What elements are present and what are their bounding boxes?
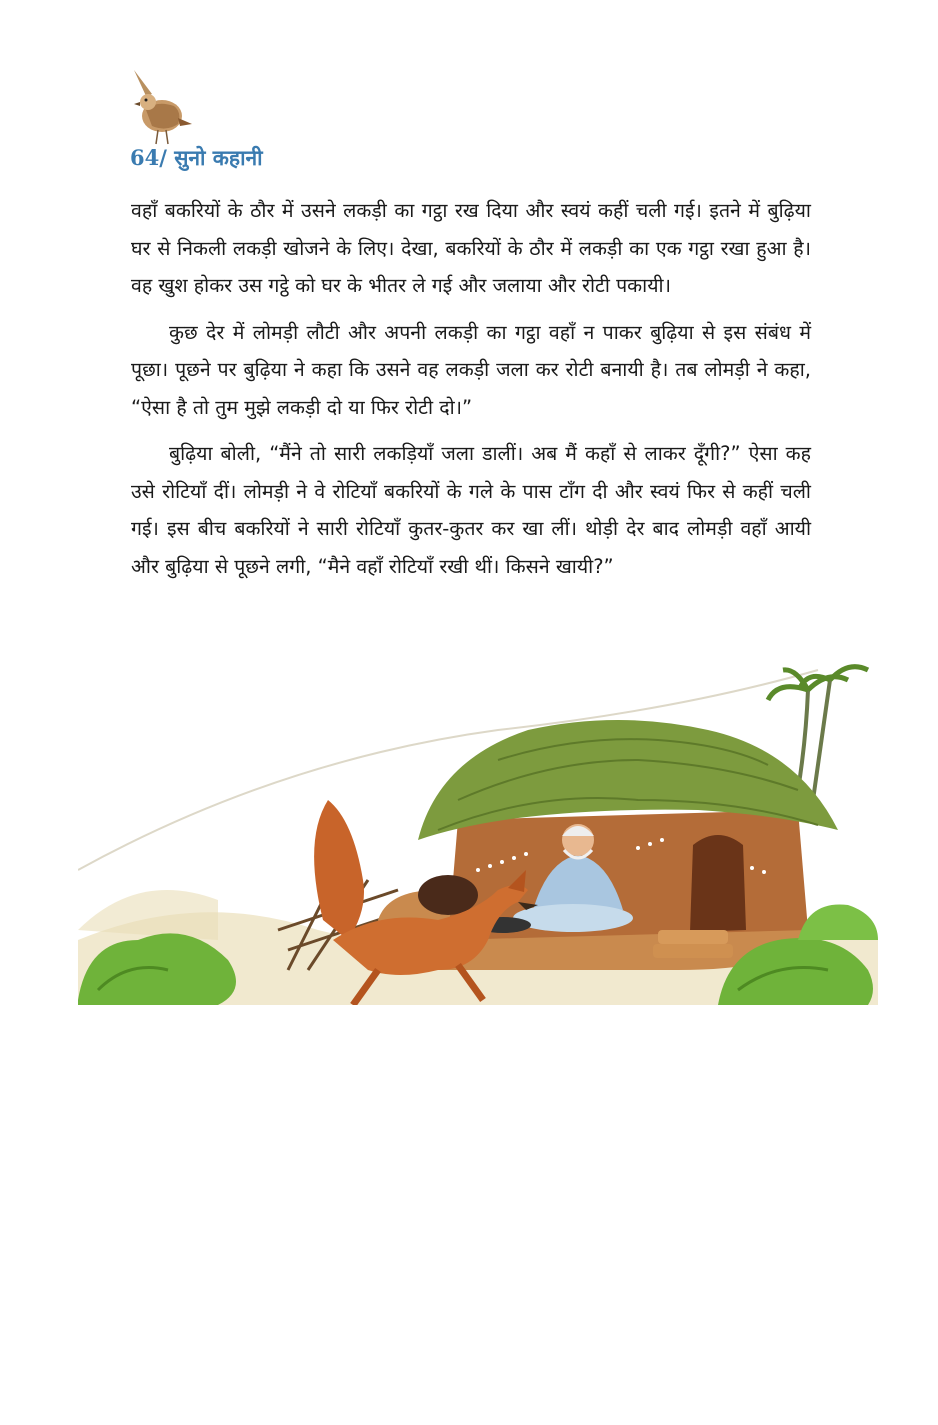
- clay-pot: [418, 875, 478, 915]
- page-header: [126, 66, 426, 176]
- paragraph-1: वहाँ बकरियों के ठौर में उसने लकड़ी का गट्ठा रख दिया और स्वयं कहीं चली गई। इतने में बुढ़िया घर से निकली लकड़ी खोजने के लिए। देखा, बकरियों के ठौर में लकड़ी का एक गट्ठा रखा हुआ है। वह खुश होकर उस गट्ठे को घर के भीतर ले गई और जलाया और रोटी पकायी।: [131, 199, 811, 297]
- hut-steps: [658, 930, 728, 944]
- story-text: [131, 192, 811, 594]
- sparrow-bird-icon: [126, 66, 196, 146]
- paragraph-2: कुछ देर में लोमड़ी लौटी और अपनी लकड़ी का गट्ठा वहाँ न पाकर बुढ़िया से इस संबंध में पूछा। पूछने पर बुढ़िया ने कहा कि उसने वह लकड़ी जला कर रोटी बनायी है। तब लोमड़ी ने कहा, “ऐसा है तो तुम मुझे लकड़ी दो या फिर रोटी दो।”: [131, 320, 811, 419]
- story-illustration: [78, 640, 878, 1005]
- paragraph-3: बुढ़िया बोली, “मैंने तो सारी लकड़ियाँ जला डालीं। अब मैं कहाँ से लाकर दूँगी?” ऐसा कह उसे रोटियाँ दीं। लोमड़ी ने वे रोटियाँ बकरियों के गले के पास टाँग दी और स्वयं फिर से कहीं चली गई। इस बीच बकरियों ने सारी रोटियाँ कुतर-कुतर कर खा लीं। थोड़ी देर बाद लोमड़ी वहाँ आयी और बुढ़िया से पूछने लगी, “मैने वहाँ रोटियाँ रखी थीं। किसने खायी?”: [131, 442, 811, 578]
- bush-back: [798, 904, 878, 940]
- hut-doorway: [690, 835, 746, 932]
- page-label: 64/ सुनो कहानी: [130, 145, 263, 170]
